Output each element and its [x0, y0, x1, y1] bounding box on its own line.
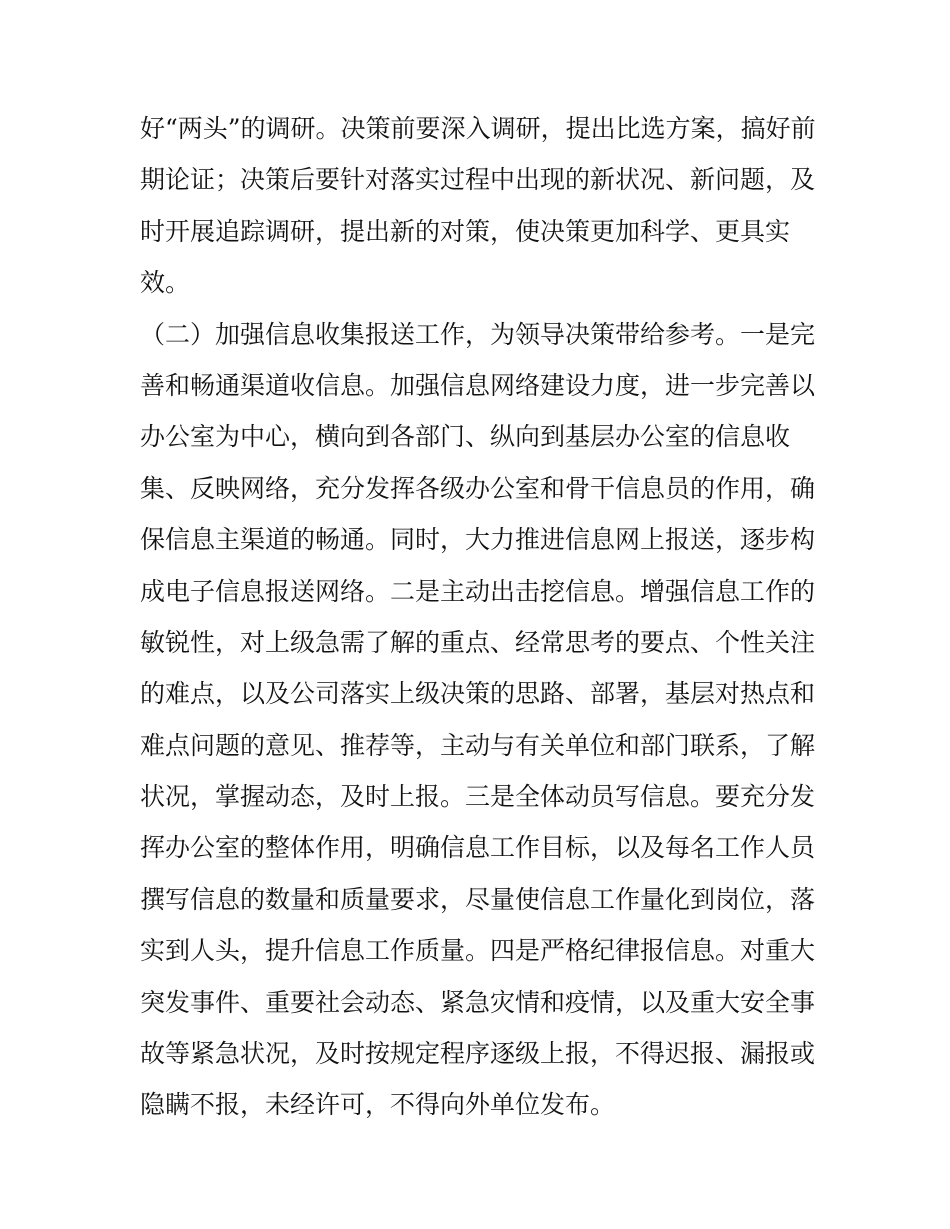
text-line: 敏锐性，对上级急需了解的重点、经常思考的要点、个性关注	[140, 627, 816, 657]
text-line: （二）加强信息收集报送工作，为领导决策带给参考。一是完	[140, 319, 816, 349]
text-line: 难点问题的意见、推荐等，主动与有关单位和部门联系，了解	[140, 730, 816, 760]
text-line: 撰写信息的数量和质量要求，尽量使信息工作量化到岗位，落	[140, 884, 816, 914]
text-line: 时开展追踪调研，提出新的对策，使决策更加科学、更具实	[140, 216, 791, 246]
text-line: 保信息主渠道的畅通。同时，大力推进信息网上报送，逐步构	[140, 525, 816, 555]
text-line: 善和畅通渠道收信息。加强信息网络建设力度，进一步完善以	[140, 370, 816, 400]
text-line: 挥办公室的整体作用，明确信息工作目标，以及每名工作人员	[140, 833, 816, 863]
text-line: 期论证；决策后要针对落实过程中出现的新状况、新问题，及	[140, 165, 816, 195]
text-line: 隐瞒不报，未经许可，不得向外单位发布。	[140, 1090, 616, 1120]
text-line: 的难点，以及公司落实上级决策的思路、部署，基层对热点和	[140, 679, 816, 709]
text-line: 实到人头，提升信息工作质量。四是严格纪律报信息。对重大	[140, 936, 816, 966]
text-line: 故等紧急状况，及时按规定程序逐级上报，不得迟报、漏报或	[140, 1039, 816, 1069]
text-line: 效。	[140, 268, 191, 298]
text-line: 突发事件、重要社会动态、紧急灾情和疫情，以及重大安全事	[140, 987, 816, 1017]
body-text	[140, 103, 820, 1131]
text-line: 办公室为中心，横向到各部门、纵向到基层办公室的信息收	[140, 422, 791, 452]
text-line: 状况，掌握动态，及时上报。三是全体动员写信息。要充分发	[140, 782, 816, 812]
text-line: 集、反映网络，充分发挥各级办公室和骨干信息员的作用，确	[140, 473, 816, 503]
text-line: 好“两头”的调研。决策前要深入调研，提出比选方案，搞好前	[140, 114, 816, 143]
text-line: 成电子信息报送网络。二是主动出击挖信息。增强信息工作的	[140, 576, 816, 606]
